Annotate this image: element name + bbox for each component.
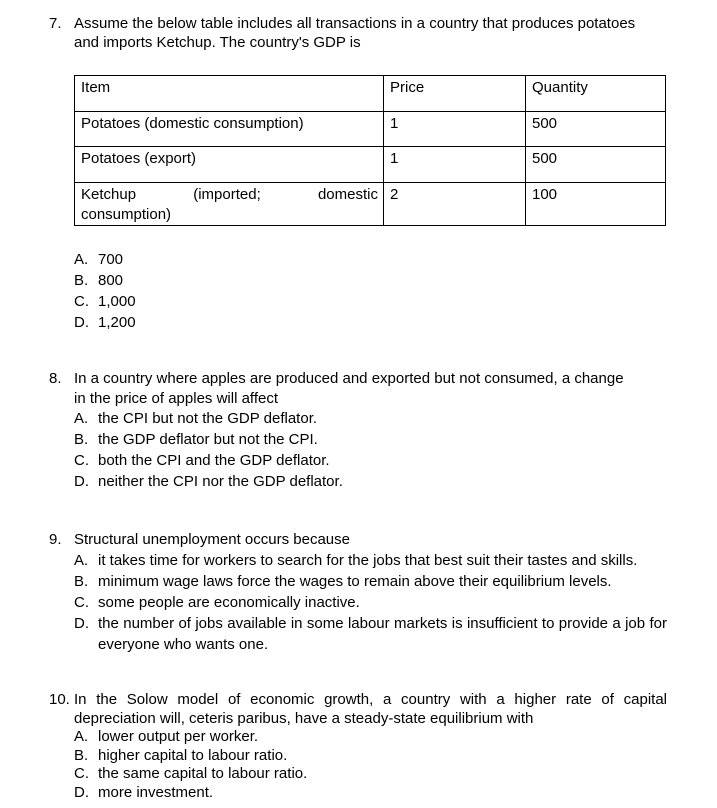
cell-item-line: consumption) — [81, 206, 172, 223]
option-text: the GDP deflator but not the CPI. — [98, 431, 318, 448]
question-number: 7. — [49, 15, 62, 32]
question-7-options — [49, 249, 667, 333]
option-letter: A. — [74, 410, 89, 427]
cell-item-word: (imported; — [193, 186, 261, 203]
transactions-table — [74, 75, 666, 226]
cell-item: Potatoes (domestic consumption) — [75, 112, 384, 147]
option-text: 800 — [98, 272, 124, 289]
question-text: In the Solow model of economic growth, a country with a higher rate of capital depreciation will, ceteris paribus, have a steady-state equilibrium with — [74, 691, 667, 727]
header-item: Item — [75, 76, 384, 112]
option-letter: A. — [74, 552, 89, 569]
cell-item-word: domestic — [317, 186, 378, 203]
option-letter: D. — [74, 783, 89, 801]
option-text: both the CPI and the GDP deflator. — [98, 452, 330, 469]
option-b — [74, 571, 667, 592]
table-row — [75, 183, 666, 226]
header-quantity: Quantity — [526, 76, 666, 112]
option-text: more investment. — [98, 783, 214, 801]
question-text: Structural unemployment occurs because — [74, 531, 350, 548]
option-b — [74, 429, 667, 450]
option-text: 700 — [98, 251, 124, 268]
cell-price: 1 — [384, 147, 526, 183]
question-number: 9. — [49, 531, 62, 548]
option-text: higher capital to labour ratio. — [98, 746, 288, 764]
table-row — [75, 147, 666, 183]
option-letter: A. — [74, 251, 89, 268]
option-text: it takes time for workers to search for the jobs that best suit their tastes and skills. — [98, 552, 638, 569]
cell-price: 1 — [384, 112, 526, 147]
table-row — [75, 112, 666, 147]
option-b — [74, 270, 667, 291]
option-text: the same capital to labour ratio. — [98, 765, 308, 782]
question-text-line: in the price of apples will affect — [74, 390, 279, 407]
option-letter: C. — [74, 594, 89, 611]
cell-item-word: Ketchup — [81, 186, 137, 203]
option-d — [74, 312, 667, 333]
option-letter: D. — [74, 473, 89, 490]
option-d — [74, 784, 667, 803]
question-number: 8. — [49, 370, 62, 387]
option-text: neither the CPI nor the GDP deflator. — [98, 473, 343, 490]
option-text: the CPI but not the GDP deflator. — [98, 410, 318, 427]
option-letter: D. — [74, 314, 89, 331]
option-text: minimum wage laws force the wages to remain above their equilibrium levels. — [98, 573, 612, 590]
question-text-line: In a country where apples are produced and exported but not consumed, a change — [74, 370, 624, 387]
question-number: 10. — [49, 691, 70, 708]
question-text — [74, 368, 667, 408]
option-letter: B. — [74, 746, 89, 764]
option-c — [74, 291, 667, 312]
option-d — [74, 471, 667, 492]
option-c — [74, 450, 667, 471]
cell-quantity: 500 — [526, 147, 666, 183]
option-d — [74, 613, 667, 655]
option-a — [74, 249, 667, 270]
header-price: Price — [384, 76, 526, 112]
cell-quantity: 500 — [526, 112, 666, 147]
option-letter: B. — [74, 573, 89, 590]
option-letter: B. — [74, 272, 89, 289]
option-text: 1,200 — [98, 314, 136, 331]
cell-item: Potatoes (export) — [75, 147, 384, 183]
cell-price: 2 — [384, 183, 526, 226]
option-c — [74, 592, 667, 613]
option-text: lower output per worker. — [98, 728, 259, 745]
option-text: the number of jobs available in some labour markets is insufficient to provide a job for everyone who wants one. — [98, 615, 667, 653]
option-c — [74, 765, 667, 784]
option-letter: B. — [74, 431, 89, 448]
cell-item — [75, 183, 384, 226]
question-text-line: Assume the below table includes all transactions in a country that produces potatoes — [74, 15, 636, 32]
option-letter: C. — [74, 293, 89, 310]
option-b — [74, 747, 667, 766]
option-letter: C. — [74, 765, 89, 782]
question-9 — [49, 529, 667, 655]
option-a — [74, 550, 667, 571]
option-letter: C. — [74, 452, 89, 469]
question-7 — [49, 14, 667, 52]
cell-item-line — [81, 185, 378, 205]
question-8 — [49, 368, 667, 492]
option-text: some people are economically inactive. — [98, 594, 360, 611]
option-letter: D. — [74, 615, 89, 632]
question-text-line: and imports Ketchup. The country's GDP is — [74, 34, 361, 51]
option-letter: A. — [74, 728, 89, 745]
option-a — [74, 728, 667, 747]
question-10 — [49, 691, 667, 802]
question-text — [74, 14, 667, 52]
table-header-row — [75, 76, 666, 112]
option-text: 1,000 — [98, 293, 136, 310]
cell-quantity: 100 — [526, 183, 666, 226]
option-a — [74, 408, 667, 429]
